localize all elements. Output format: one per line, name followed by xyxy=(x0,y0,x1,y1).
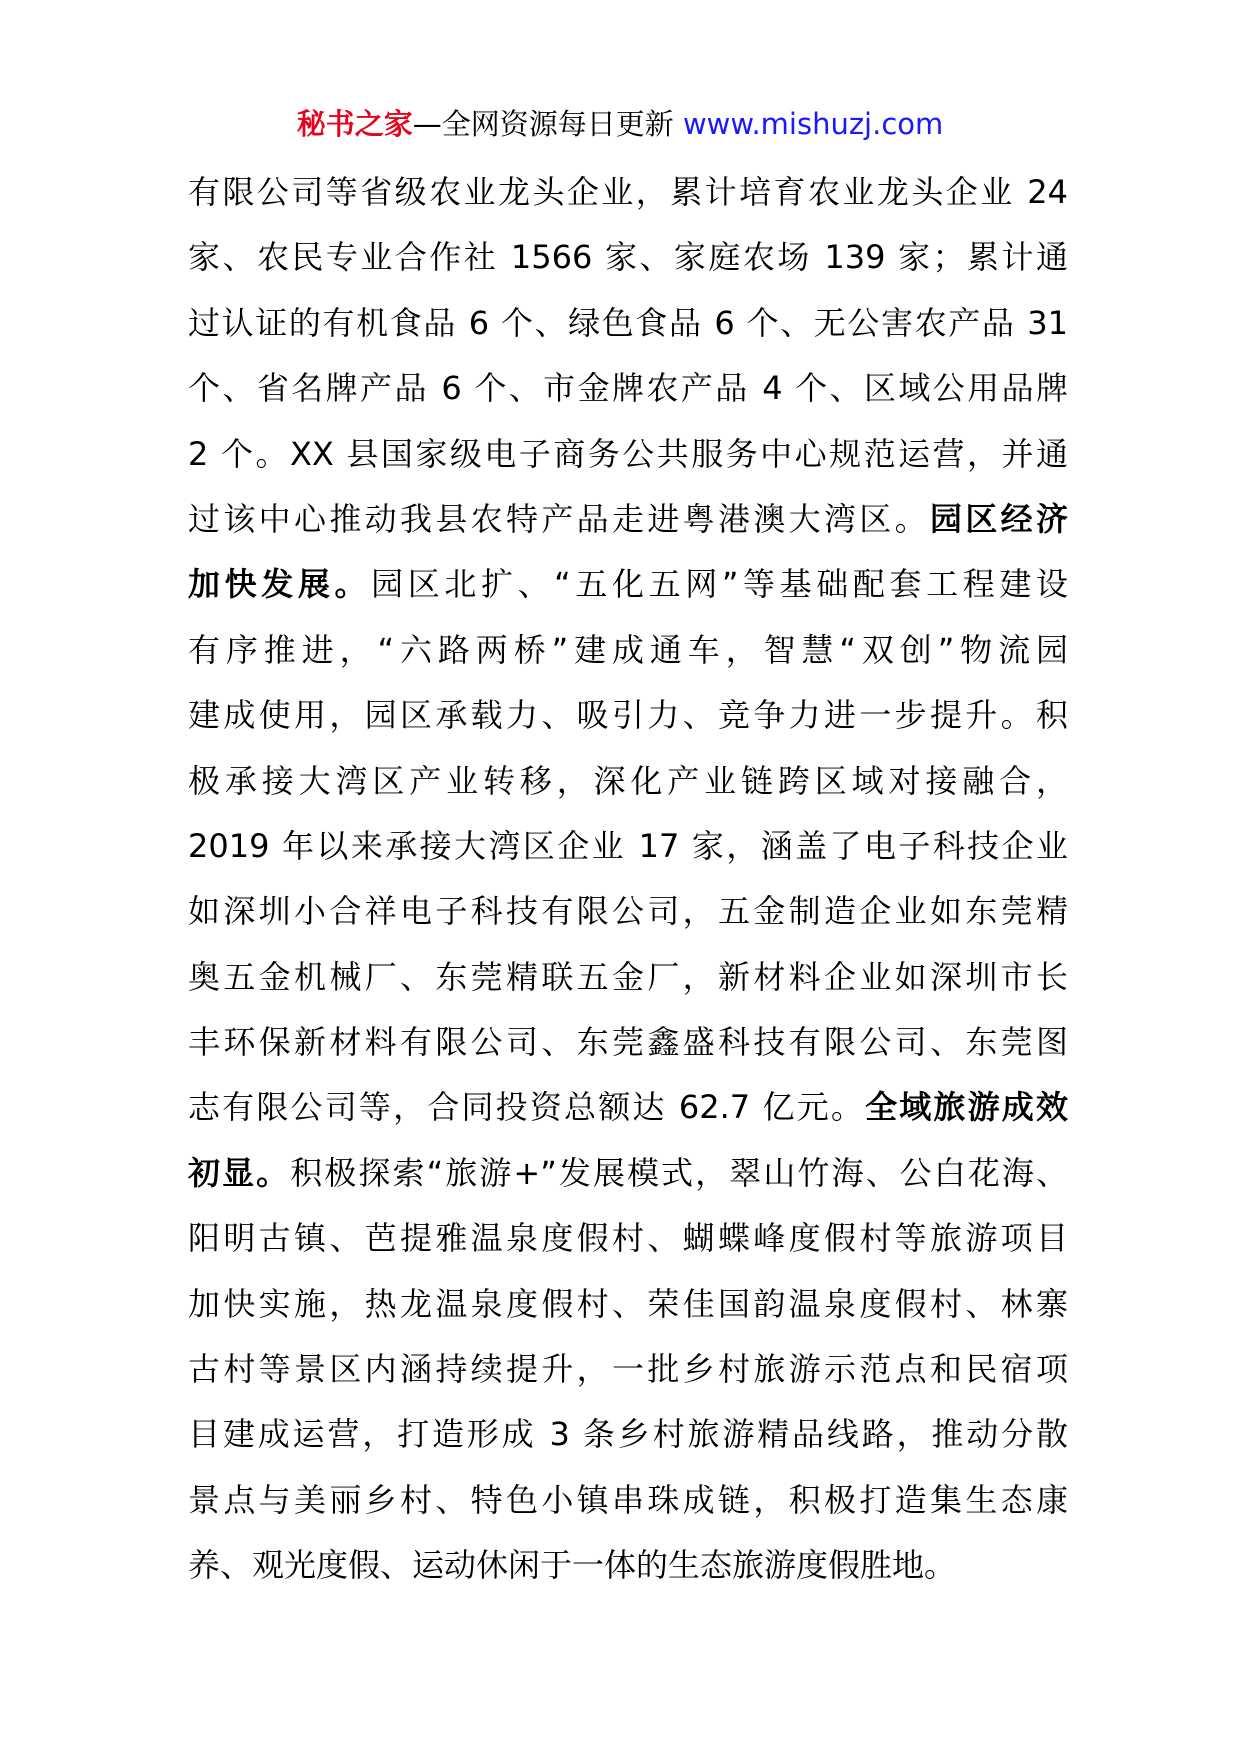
section-heading: 加快发展。 xyxy=(188,565,372,604)
text-line: 加快发展。园区北扩、“五化五网”等基础配套工程建设 xyxy=(188,565,1068,604)
text-line: 志有限公司等，合同投资总额达 62.7 亿元。全域旅游成效 xyxy=(188,1088,1068,1127)
text-line: 古村等景区内涵持续提升，一批乡村旅游示范点和民宿项 xyxy=(188,1350,1068,1389)
body-paragraph xyxy=(188,160,1068,1599)
section-heading: 园区经济 xyxy=(929,499,1068,538)
text-line: 有序推进，“六路两桥”建成通车，智慧“双创”物流园 xyxy=(188,630,1068,669)
text-line: 加快实施，热龙温泉度假村、荣佳国韵温泉度假村、林寨 xyxy=(188,1284,1068,1323)
text-line: 目建成运营，打造形成 3 条乡村旅游精品线路，推动分散 xyxy=(188,1415,1068,1454)
header-tagline: —全网资源每日更新 xyxy=(412,107,674,141)
section-heading: 全域旅游成效 xyxy=(865,1088,1068,1127)
text-line: 极承接大湾区产业转移，深化产业链跨区域对接融合， xyxy=(188,761,1068,800)
section-heading: 初显。 xyxy=(188,1153,291,1192)
text-line: 个、省名牌产品 6 个、市金牌农产品 4 个、区域公用品牌 xyxy=(188,369,1068,408)
text-line: 奥五金机械厂、东莞精联五金厂，新材料企业如深圳市长 xyxy=(188,957,1068,996)
text-line: 建成使用，园区承载力、吸引力、竞争力进一步提升。积 xyxy=(188,696,1068,735)
text-line: 过认证的有机食品 6 个、绿色食品 6 个、无公害农产品 31 xyxy=(188,303,1068,342)
watermark-header xyxy=(0,104,1240,144)
header-url[interactable]: www.mishuzj.com xyxy=(682,107,944,141)
text-line: 如深圳小合祥电子科技有限公司，五金制造企业如东莞精 xyxy=(188,892,1068,931)
text-line: 2 个。XX 县国家级电子商务公共服务中心规范运营，并通 xyxy=(188,434,1068,473)
text-line: 景点与美丽乡村、特色小镇串珠成链，积极打造集生态康 xyxy=(188,1480,1068,1519)
text-line: 2019 年以来承接大湾区企业 17 家，涵盖了电子科技企业 xyxy=(188,826,1068,865)
text-line: 家、农民专业合作社 1566 家、家庭农场 139 家；累计通 xyxy=(188,238,1068,277)
text-line: 初显。积极探索“旅游+”发展模式，翠山竹海、公白花海、 xyxy=(188,1153,1068,1192)
text-line: 过该中心推动我县农特产品走进粤港澳大湾区。园区经济 xyxy=(188,499,1068,538)
text-line: 养、观光度假、运动休闲于一体的生态旅游度假胜地。 xyxy=(188,1546,957,1585)
header-brand: 秘书之家 xyxy=(296,107,413,141)
text-line: 有限公司等省级农业龙头企业，累计培育农业龙头企业 24 xyxy=(188,173,1068,211)
text-line: 丰环保新材料有限公司、东莞鑫盛科技有限公司、东莞图 xyxy=(188,1023,1068,1062)
text-line: 阳明古镇、芭提雅温泉度假村、蝴蝶峰度假村等旅游项目 xyxy=(188,1219,1068,1258)
